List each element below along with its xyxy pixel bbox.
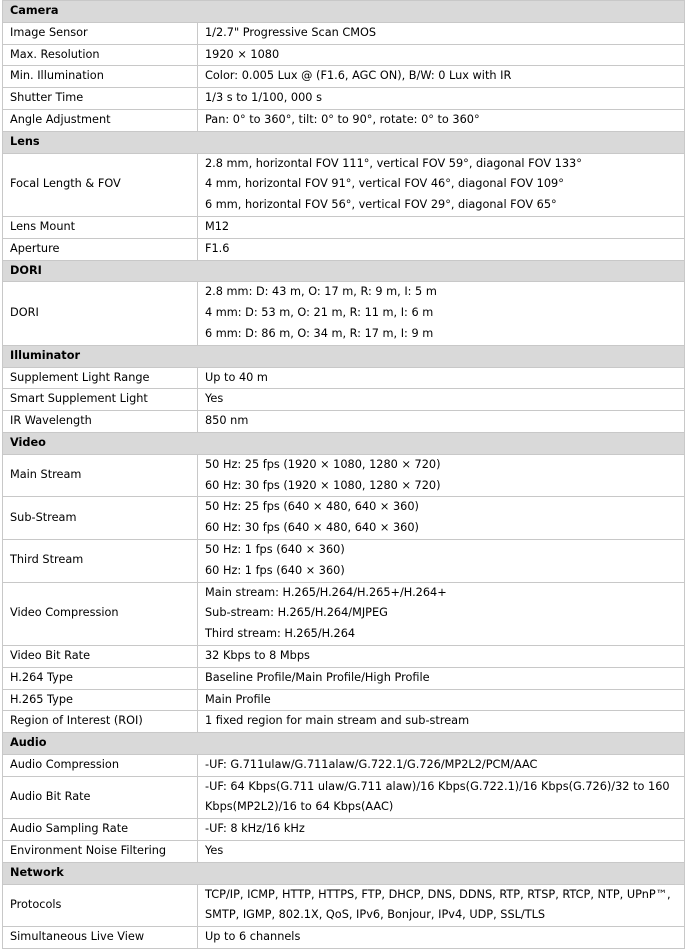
spec-value (198, 582, 685, 645)
spec-label: Audio Compression (3, 754, 198, 776)
spec-value-line: Third stream: H.265/H.264 (205, 627, 356, 641)
spec-label: Aperture (3, 238, 198, 260)
spec-value-line: 1920 × 1080 (205, 47, 280, 61)
spec-value (198, 927, 685, 949)
spec-row (3, 689, 685, 711)
spec-value-line: Color: 0.005 Lux @ (F1.6, AGC ON), B/W: 0 Lux with IR (205, 69, 512, 83)
spec-value-line: -UF: 64 Kbps(G.711 ulaw/G.711 alaw)/16 Kbps(G.722.1)/16 Kbps(G.726)/32 to 160 (205, 779, 670, 793)
spec-value (198, 216, 685, 238)
spec-value-line: 4 mm: D: 53 m, O: 21 m, R: 11 m, I: 6 m (205, 306, 434, 320)
spec-row (3, 238, 685, 260)
spec-label: H.265 Type (3, 689, 198, 711)
section-title: Audio (3, 733, 685, 755)
spec-label: Third Stream (3, 539, 198, 582)
spec-value-line: 6 mm: D: 86 m, O: 34 m, R: 17 m, I: 9 m (205, 326, 434, 340)
spec-row (3, 884, 685, 927)
spec-row (3, 539, 685, 582)
spec-value-line: SMTP, IGMP, 802.1X, QoS, IPv6, Bonjour, IPv4, UDP, SSL/TLS (205, 908, 546, 922)
spec-value (198, 667, 685, 689)
spec-value (198, 497, 685, 540)
spec-row (3, 44, 685, 66)
spec-value (198, 282, 685, 345)
spec-value-line: M12 (205, 219, 230, 233)
spec-label: Image Sensor (3, 22, 198, 44)
spec-value (198, 66, 685, 88)
spec-value (198, 389, 685, 411)
spec-value (198, 109, 685, 131)
spec-label: Max. Resolution (3, 44, 198, 66)
spec-value-line: F1.6 (205, 241, 230, 255)
spec-row (3, 153, 685, 216)
spec-value (198, 645, 685, 667)
spec-value-line: 50 Hz: 25 fps (640 × 480, 640 × 360) (205, 500, 419, 514)
spec-value-line: 60 Hz: 1 fps (640 × 360) (205, 563, 345, 577)
spec-value (198, 88, 685, 110)
spec-label: Sub-Stream (3, 497, 198, 540)
spec-label: Min. Illumination (3, 66, 198, 88)
spec-value (198, 819, 685, 841)
spec-value-line: 1/3 s to 1/100, 000 s (205, 91, 322, 105)
spec-value-line: Up to 6 channels (205, 930, 301, 944)
spec-row (3, 819, 685, 841)
section-title: Video (3, 432, 685, 454)
section-header (3, 345, 685, 367)
spec-value-line: Main Profile (205, 692, 271, 706)
section-header (3, 733, 685, 755)
spec-value-line: Pan: 0° to 360°, tilt: 0° to 90°, rotate: 0° to 360° (205, 112, 480, 126)
spec-label: Shutter Time (3, 88, 198, 110)
spec-table-body (3, 1, 685, 949)
spec-value-line: 50 Hz: 25 fps (1920 × 1080, 1280 × 720) (205, 457, 441, 471)
spec-value (198, 689, 685, 711)
spec-value-line: 50 Hz: 1 fps (640 × 360) (205, 542, 345, 556)
spec-table (2, 0, 685, 949)
spec-value-line: 850 nm (205, 414, 249, 428)
spec-value (198, 367, 685, 389)
section-title: Illuminator (3, 345, 685, 367)
spec-value-line: Main stream: H.265/H.264/H.265+/H.264+ (205, 585, 447, 599)
spec-value (198, 238, 685, 260)
spec-label: Protocols (3, 884, 198, 927)
spec-value (198, 539, 685, 582)
spec-row (3, 88, 685, 110)
spec-label: Simultaneous Live View (3, 927, 198, 949)
spec-label: Supplement Light Range (3, 367, 198, 389)
spec-row (3, 645, 685, 667)
spec-value-line: 2.8 mm: D: 43 m, O: 17 m, R: 9 m, I: 5 m (205, 285, 437, 299)
spec-label: Focal Length & FOV (3, 153, 198, 216)
spec-value-line: TCP/IP, ICMP, HTTP, HTTPS, FTP, DHCP, DNS, DDNS, RTP, RTSP, RTCP, NTP, UPnP™, (205, 887, 671, 901)
spec-value-line: Up to 40 m (205, 370, 268, 384)
spec-row (3, 711, 685, 733)
spec-value (198, 711, 685, 733)
spec-value-line: Yes (205, 844, 224, 858)
spec-value (198, 776, 685, 819)
spec-value-line: 60 Hz: 30 fps (640 × 480, 640 × 360) (205, 521, 419, 535)
spec-row (3, 367, 685, 389)
spec-row (3, 497, 685, 540)
section-title: Network (3, 862, 685, 884)
spec-row (3, 389, 685, 411)
spec-value-line: Sub-stream: H.265/H.264/MJPEG (205, 606, 388, 620)
spec-value (198, 411, 685, 433)
spec-value-line: Kbps(MP2L2)/16 to 64 Kbps(AAC) (205, 800, 394, 814)
spec-value (198, 44, 685, 66)
spec-label: H.264 Type (3, 667, 198, 689)
spec-row (3, 109, 685, 131)
spec-label: Video Bit Rate (3, 645, 198, 667)
spec-row (3, 841, 685, 863)
spec-value-line: 4 mm, horizontal FOV 91°, vertical FOV 46°, diagonal FOV 109° (205, 177, 564, 191)
spec-value (198, 22, 685, 44)
section-header (3, 260, 685, 282)
spec-label: Lens Mount (3, 216, 198, 238)
spec-row (3, 582, 685, 645)
spec-value-line: 1 fixed region for main stream and sub-stream (205, 714, 470, 728)
spec-label: Environment Noise Filtering (3, 841, 198, 863)
spec-value-line: 60 Hz: 30 fps (1920 × 1080, 1280 × 720) (205, 478, 441, 492)
section-header (3, 862, 685, 884)
spec-row (3, 927, 685, 949)
spec-label: Audio Sampling Rate (3, 819, 198, 841)
spec-value-line: Baseline Profile/Main Profile/High Profile (205, 670, 430, 684)
spec-value-line: Yes (205, 392, 224, 406)
spec-row (3, 22, 685, 44)
spec-label: Angle Adjustment (3, 109, 198, 131)
spec-label: Audio Bit Rate (3, 776, 198, 819)
spec-label: IR Wavelength (3, 411, 198, 433)
spec-row (3, 411, 685, 433)
spec-label: Smart Supplement Light (3, 389, 198, 411)
spec-value-line: 6 mm, horizontal FOV 56°, vertical FOV 29°, diagonal FOV 65° (205, 198, 557, 212)
spec-row (3, 216, 685, 238)
spec-row (3, 454, 685, 497)
spec-value (198, 841, 685, 863)
spec-row (3, 667, 685, 689)
spec-value-line: -UF: G.711ulaw/G.711alaw/G.722.1/G.726/MP2L2/PCM/AAC (205, 757, 538, 771)
spec-label: Video Compression (3, 582, 198, 645)
spec-label: DORI (3, 282, 198, 345)
section-title: DORI (3, 260, 685, 282)
spec-value (198, 884, 685, 927)
spec-value (198, 754, 685, 776)
section-header (3, 432, 685, 454)
spec-value-line: 2.8 mm, horizontal FOV 111°, vertical FOV 59°, diagonal FOV 133° (205, 156, 582, 170)
spec-row (3, 66, 685, 88)
spec-label: Region of Interest (ROI) (3, 711, 198, 733)
spec-value-line: 1/2.7" Progressive Scan CMOS (205, 25, 377, 39)
section-header (3, 1, 685, 23)
spec-value-line: 32 Kbps to 8 Mbps (205, 648, 310, 662)
spec-value (198, 454, 685, 497)
spec-row (3, 282, 685, 345)
spec-value (198, 153, 685, 216)
section-title: Camera (3, 1, 685, 23)
section-title: Lens (3, 131, 685, 153)
spec-row (3, 754, 685, 776)
spec-row (3, 776, 685, 819)
section-header (3, 131, 685, 153)
spec-value-line: -UF: 8 kHz/16 kHz (205, 822, 305, 836)
spec-label: Main Stream (3, 454, 198, 497)
